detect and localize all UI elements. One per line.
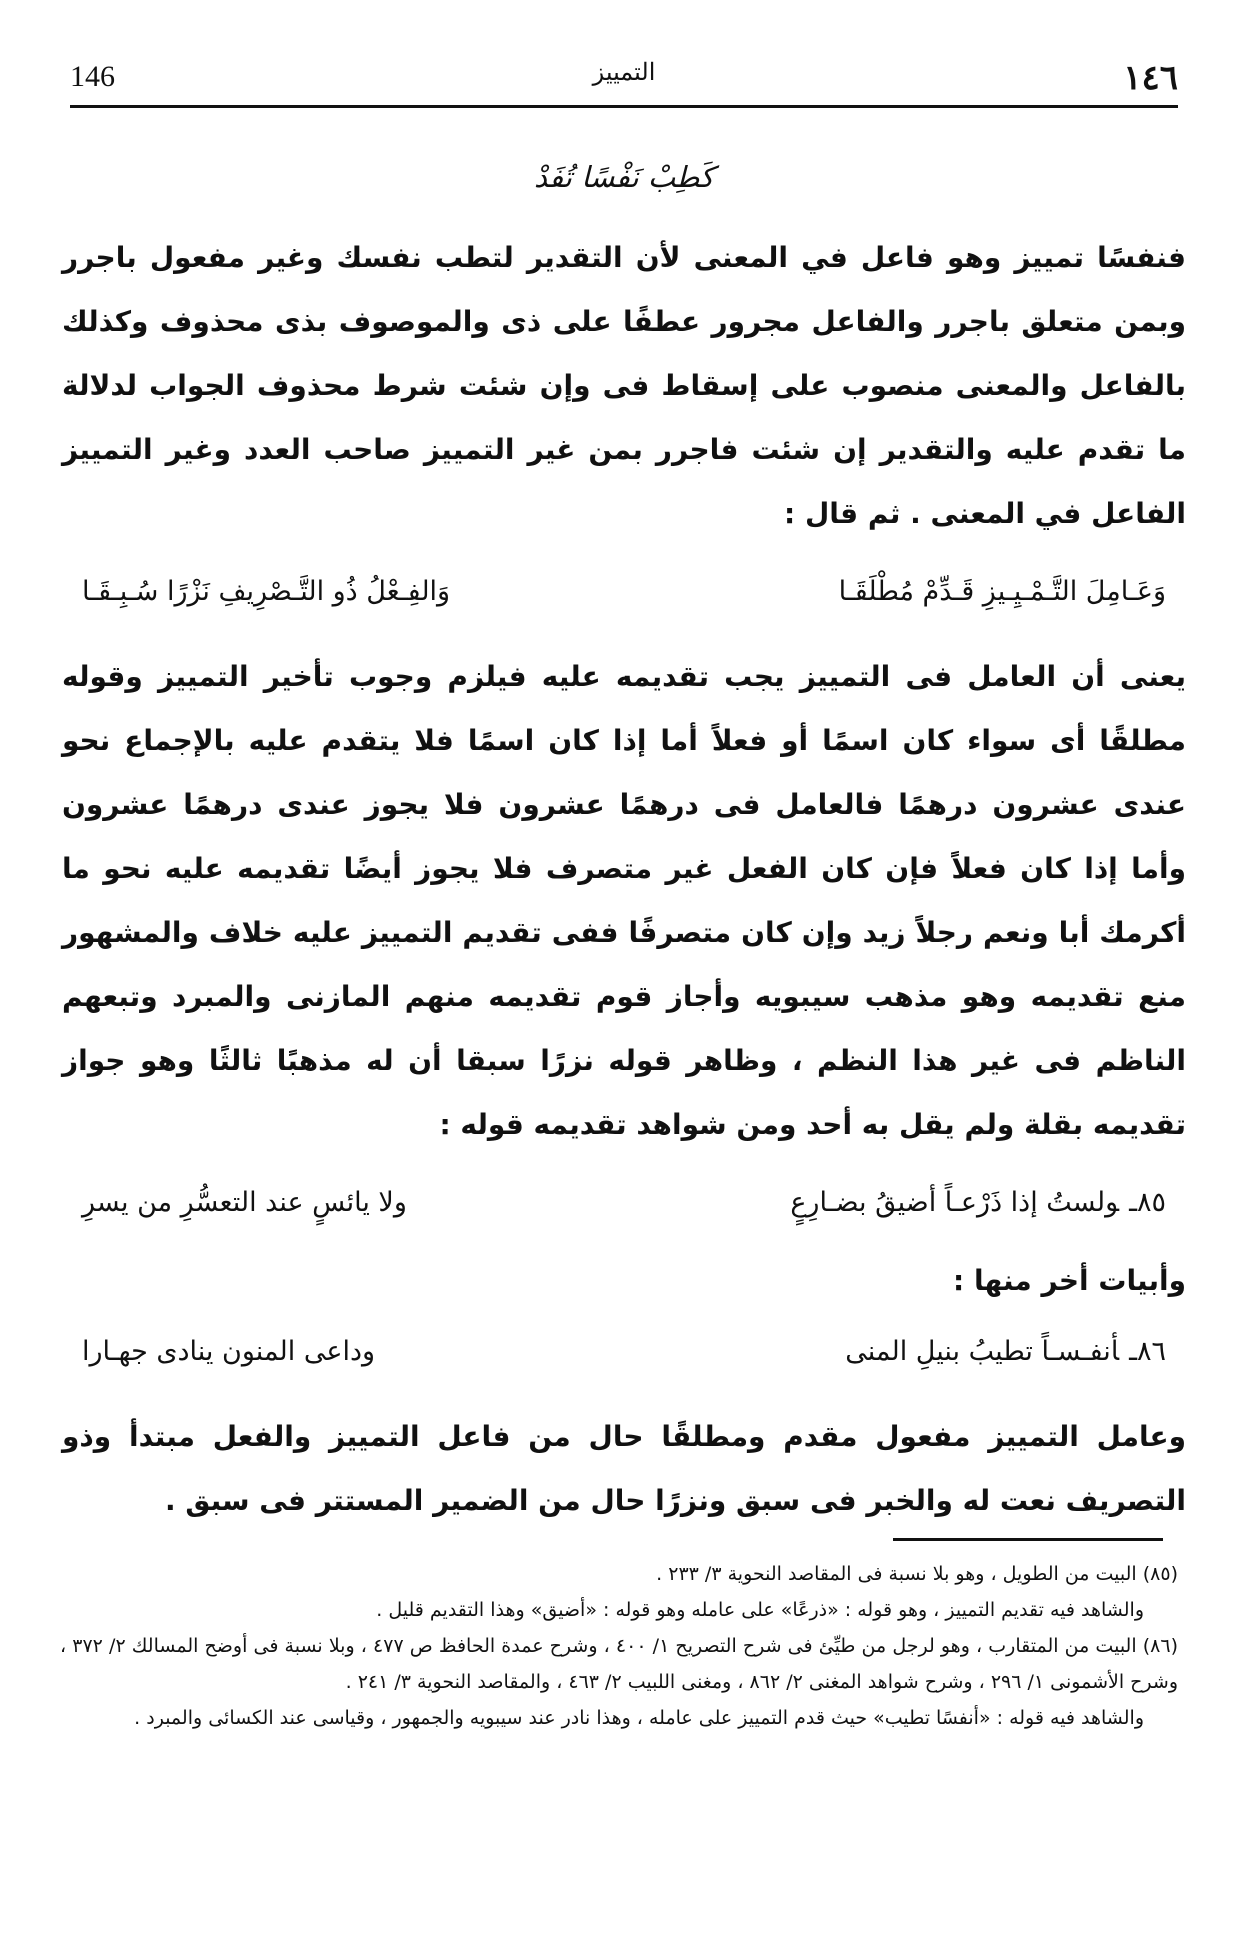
poem-85-second-half: ولا يائسٍ عند التعسُّرِ من يسرِ (82, 1187, 407, 1218)
footnote-86-note: والشاهد فيه قوله : «أنفسًا تطيب» حيث قدم التمييز على عامله ، وهذا نادر عند سيبويه والجمهور ، وقياسى عند الكسائى والمبرد . (134, 1707, 1144, 1729)
poem-86-second-half: وداعى المنون ينادى جهـارا (82, 1336, 376, 1367)
poem-line-1 (62, 576, 1186, 607)
main-text (62, 150, 1186, 1533)
page-number-latin: 146 (70, 60, 115, 93)
paragraph-2: يعنى أن العامل فى التمييز يجب تقديمه عليه فيلزم وجوب تأخير التمييز وقوله مطلقًا أى سواء كان اسمًا أو فعلاً أما إذا كان اسمًا فلا يتقدم عليه بالإجماع نحو عندى عشرون درهمًا فالعامل فى درهمًا عشرون فلا يجوز عندى درهمًا عشرون وأما إذا كان فعلاً فإن كان الفعل غير متصرف فلا يجوز أيضًا تقديمه عليه نحو ما أكرمك أبا ونعم رجلاً زيد وإن كان متصرفًا ففى تقديم التمييز عليه خلاف والمشهور منع تقديمه وهو مذهب سيبويه وأجاز قوم تقديمه منهم المازنى والمبرد وتبعهم الناظم فى غير هذا النظم ، وظاهر قوله نزرًا سبقا أن له مذهبًا ثالثًا وهو جواز تقديمه بقلة ولم يقل به أحد ومن شواهد تقديمه قوله : (62, 660, 1186, 1141)
paragraph-1: فنفسًا تمييز وهو فاعل في المعنى لأن التقدير لتطب نفسك وغير مفعول باجرر وبمن متعلق باجرر والفاعل مجرور عطفًا على ذى والموصوف بذى محذوف وكذلك بالفاعل والمعنى منصوب على إسقاط فى وإن شئت شرط محذوف الجواب لدلالة ما تقدم عليه والتقدير إن شئت فاجرر بمن غير التمييز صاحب العدد وغير التمييز الفاعل في المعنى . ثم قال : (62, 241, 1186, 530)
page-number-arabic: ١٤٦ (1123, 58, 1178, 98)
poem-86-number: ٨٦ـ (1129, 1336, 1166, 1367)
poem-86-first-half-text: أنفـسـاً تطيبُ بنيلِ المنى (845, 1336, 1120, 1367)
footnote-85-note: والشاهد فيه تقديم التمييز ، وهو قوله : «ذرعًا» على عامله وهو قوله : «أضيق» وهذا التقديم قليل . (376, 1599, 1144, 1621)
poem-85-first-half-text: ولستُ إذا ذَرْعـاً أضيقُ بضـارِعٍ (790, 1187, 1120, 1218)
poem-1-first-half: وَعَـامِلَ التَّـمْـيِـيزِ قَـدِّمْ مُطْلَقَـا (838, 576, 1166, 607)
running-title: التمييز (592, 58, 656, 86)
poem-line-85 (62, 1187, 1186, 1218)
subheading: وأبيات أخر منها : (953, 1264, 1186, 1297)
footnotes (60, 1556, 1178, 1736)
paragraph-3: وعامل التمييز مفعول مقدم ومطلقًا حال من فاعل التمييز والفعل مبتدأ وذو التصريف نعت له والخبر فى سبق ونزرًا حال من الضمير المستتر فى سبق . (62, 1420, 1186, 1517)
poem-86-first-half (845, 1336, 1166, 1367)
verse-example: كَطِبْ نَفْسًا تُفَدْ (534, 160, 714, 194)
footnote-86: (٨٦) البيت من المتقارب ، وهو لرجل من طيِّئ فى شرح التصريح ١/ ٤٠٠ ، وشرح عمدة الحافظ ص ٤٧٧ ، وبلا نسبة فى أوضح المسالك ٢/ ٣٧٢ ، وشرح الأشمونى ١/ ٢٩٦ ، وشرح شواهد المغنى ٢/ ٨٦٢ ، ومغنى اللبيب ٢/ ٤٦٣ ، والمقاصد النحوية ٣/ ٢٤١ . (60, 1635, 1179, 1693)
poem-85-first-half (790, 1187, 1166, 1218)
footnote-rule (893, 1538, 1163, 1541)
footnote-85: (٨٥) البيت من الطويل ، وهو بلا نسبة فى المقاصد النحوية ٣/ ٢٣٣ . (656, 1563, 1178, 1585)
page-header (70, 58, 1178, 108)
poem-85-number: ٨٥ـ (1129, 1187, 1166, 1218)
poem-line-86 (62, 1336, 1186, 1367)
header-rule (70, 105, 1178, 108)
poem-1-second-half: وَالفِـعْلُ ذُو التَّـصْرِيفِ نَزْرًا سُـبِـقَـا (82, 576, 451, 607)
